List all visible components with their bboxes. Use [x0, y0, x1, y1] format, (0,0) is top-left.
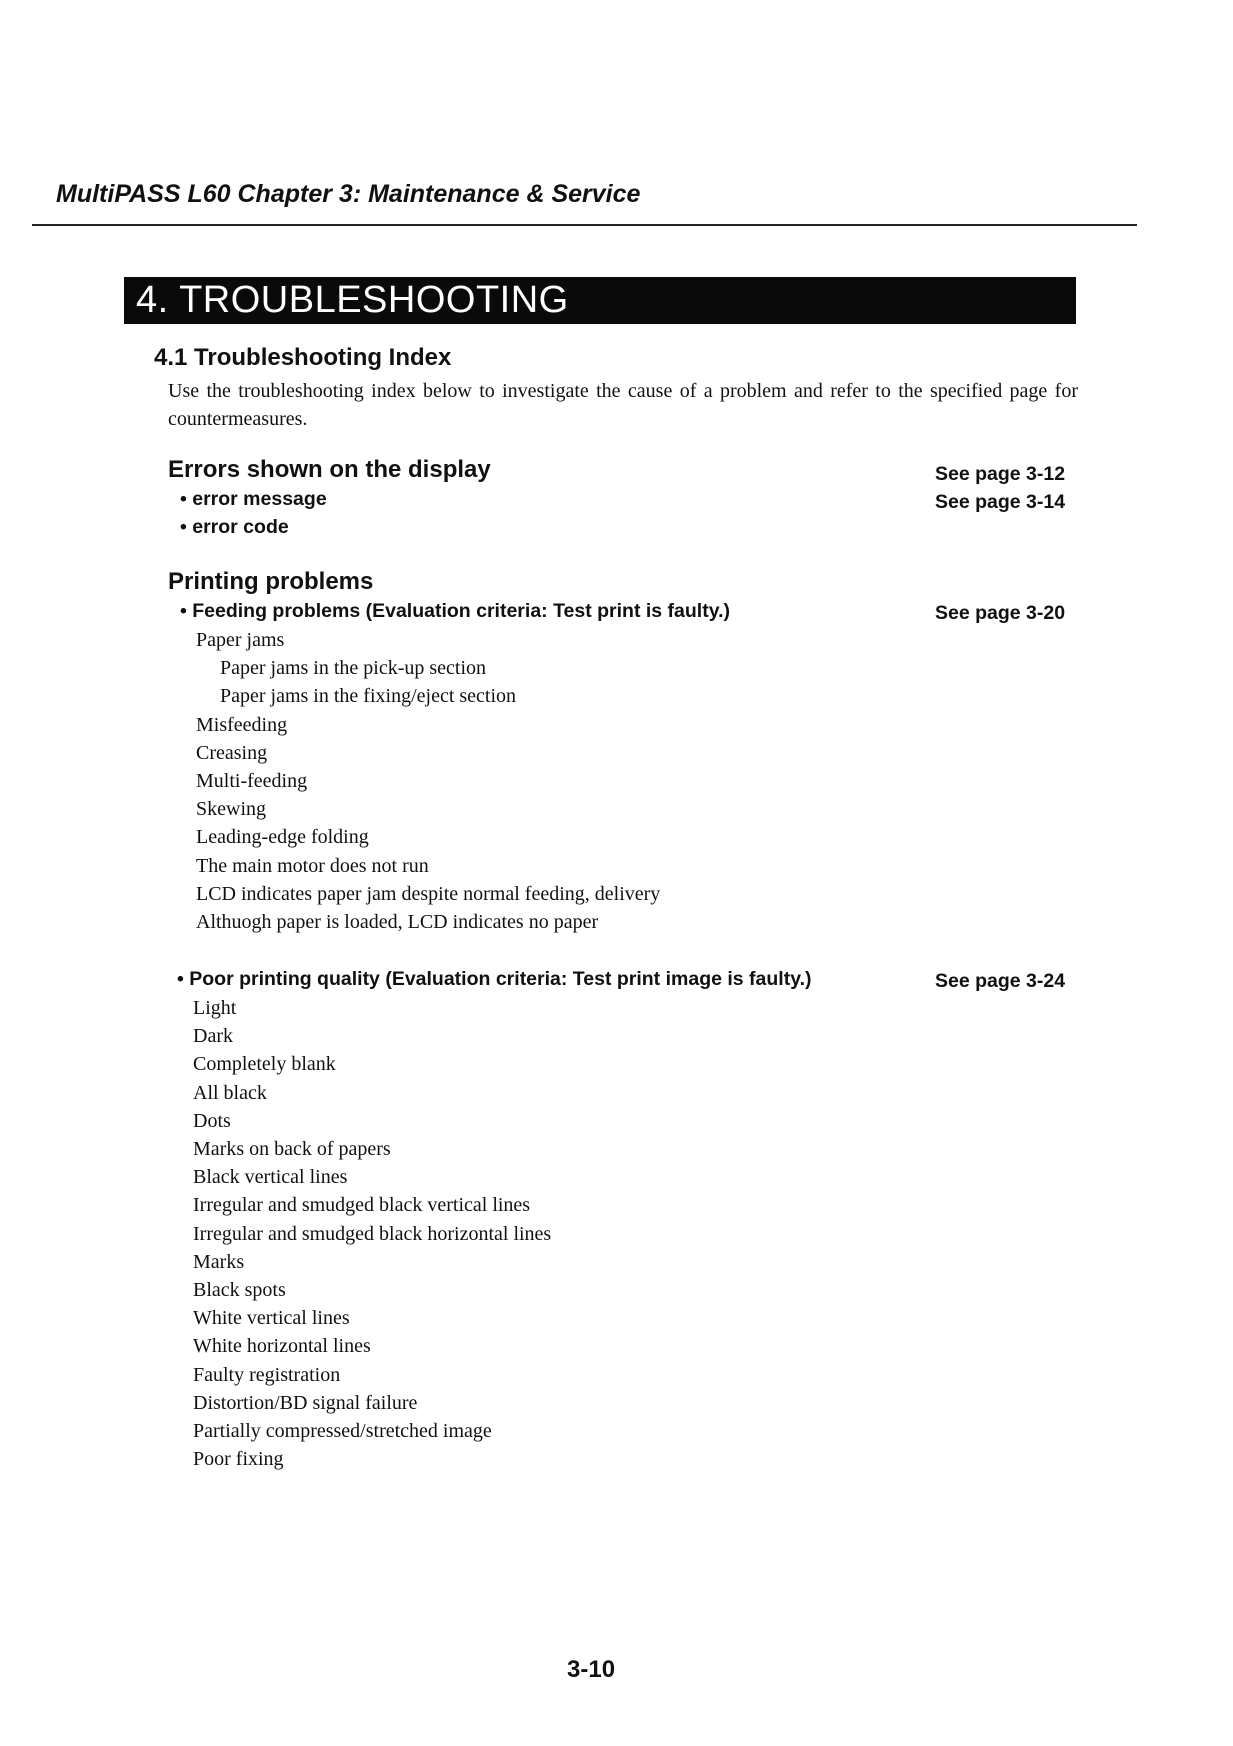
intro-paragraph: Use the troubleshooting index below to investigate the cause of a problem and refer to the specified page for countermeasures. [168, 380, 1078, 430]
running-header: MultiPASS L60 Chapter 3: Maintenance & Service [56, 180, 641, 208]
list-item: Partially compressed/stretched image [193, 1420, 492, 1443]
list-item: Dots [193, 1109, 231, 1132]
list-item: Althuogh paper is loaded, LCD indicates no paper [196, 911, 599, 934]
list-item: Skewing [196, 798, 266, 821]
error-code-page-ref: See page 3-14 [935, 491, 1066, 513]
list-item: Marks [193, 1250, 245, 1273]
feeding-problems-heading: • Feeding problems (Evaluation criteria: Test print is faulty.) [180, 600, 731, 622]
errors-group-title: Errors shown on the display [168, 456, 491, 483]
list-item: Paper jams in the fixing/eject section [220, 685, 517, 708]
list-item: Multi-feeding [196, 770, 308, 793]
list-item: Misfeeding [196, 713, 288, 736]
quality-problems-page-ref: See page 3-24 [935, 970, 1066, 992]
page-number: 3-10 [567, 1656, 616, 1683]
list-item: Leading-edge folding [196, 826, 369, 849]
list-item: Marks on back of papers [193, 1138, 391, 1161]
list-item: Distortion/BD signal failure [193, 1391, 418, 1414]
list-item: Completely blank [193, 1053, 336, 1076]
error-message-page-ref: See page 3-12 [935, 463, 1066, 485]
list-item: Creasing [196, 741, 268, 764]
list-item: Dark [193, 1025, 233, 1048]
list-item: The main motor does not run [196, 854, 429, 877]
error-code-item: • error code [180, 516, 289, 538]
quality-problems-heading: • Poor printing quality (Evaluation criteria: Test print image is faulty.) [177, 968, 812, 990]
list-item: LCD indicates paper jam despite normal feeding, delivery [196, 882, 661, 905]
quality-problems-list [193, 994, 551, 1473]
list-item: Irregular and smudged black horizontal lines [193, 1222, 552, 1245]
section-title-underline [124, 322, 1076, 324]
list-item: All black [193, 1081, 267, 1104]
list-item: Paper jams in the pick-up section [220, 657, 487, 680]
list-item: White vertical lines [193, 1307, 350, 1330]
list-item: Faulty registration [193, 1363, 341, 1386]
feeding-problems-list [196, 626, 660, 936]
feeding-problems-page-ref: See page 3-20 [935, 602, 1066, 624]
section-title: 4. TROUBLESHOOTING [124, 277, 1076, 323]
header-divider [32, 224, 1137, 226]
list-item: White horizontal lines [193, 1335, 371, 1358]
printing-group-title: Printing problems [168, 568, 374, 595]
list-item: Light [193, 997, 237, 1019]
error-message-item: • error message [180, 488, 327, 510]
list-item: Paper jams [196, 629, 285, 651]
list-item: Irregular and smudged black vertical lines [193, 1194, 531, 1217]
list-item: Poor fixing [193, 1448, 284, 1471]
subsection-title: 4.1 Troubleshooting Index [154, 344, 452, 371]
list-item: Black vertical lines [193, 1166, 348, 1189]
list-item: Black spots [193, 1279, 286, 1302]
